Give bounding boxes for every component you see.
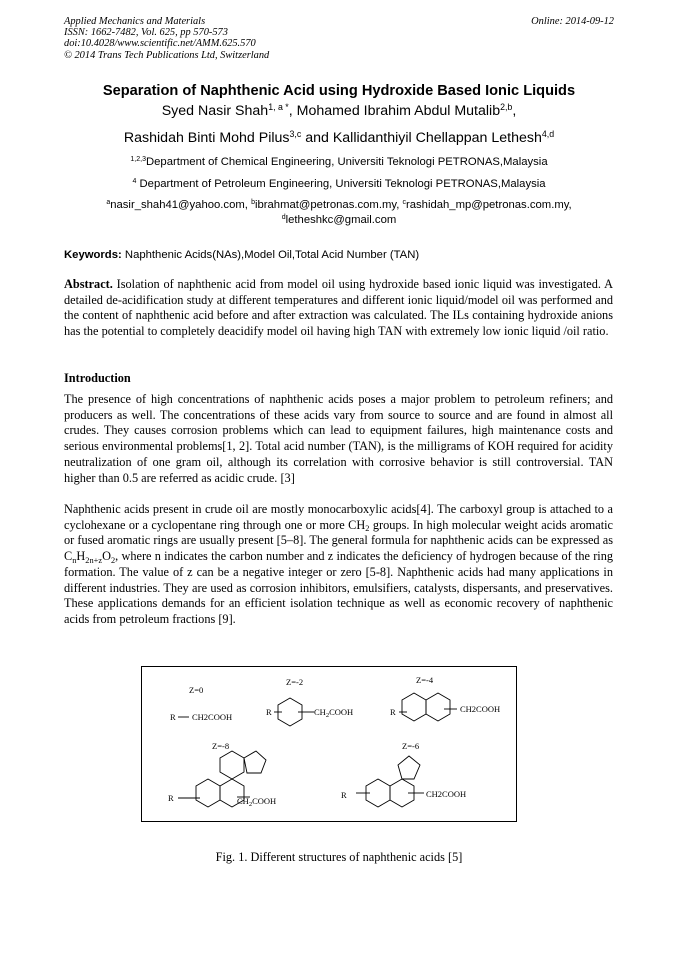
- acid-group-label: CH2COOH: [192, 712, 233, 722]
- affiliation-1: [0, 156, 678, 168]
- email-superscript: d: [281, 214, 286, 222]
- emails-line-1: [0, 199, 678, 211]
- cyclohexane-ring: [196, 779, 220, 807]
- z6-label: Z=-6: [402, 741, 420, 751]
- journal-name: Applied Mechanics and Materials: [64, 16, 206, 27]
- email-superscript: c: [402, 199, 406, 207]
- formula-text: O: [102, 549, 111, 564]
- affiliation-2: [0, 178, 678, 190]
- acid-group-label: CH2COOH: [460, 704, 501, 714]
- affiliation-superscript: 4: [132, 178, 137, 186]
- subscript: n: [72, 555, 77, 565]
- author-superscript: 2,b: [500, 102, 513, 113]
- cyclopentane-ring: [398, 756, 420, 779]
- section-heading: Introduction: [64, 371, 131, 385]
- journal-header: [64, 16, 269, 61]
- abstract: [64, 277, 613, 340]
- copyright-line: © 2014 Trans Tech Publications Ltd, Switzerland: [64, 49, 270, 61]
- r-group-label: R: [390, 707, 396, 717]
- keywords-text: Naphthenic Acids(NAs),Model Oil,Total Acid Number (TAN): [121, 249, 420, 261]
- author-separator: ,: [512, 103, 517, 119]
- paragraph-text: groups. In high molecular weight acids aromatic or fused aromatic rings are usually present [5–8]. The general formula for naphthenic acids can be expressed as C: [64, 517, 614, 564]
- author-superscript: 3,c: [289, 129, 302, 140]
- r-group-label: R: [168, 793, 174, 803]
- author-name: Kallidanthiyil Chellappan Lethesh: [332, 130, 542, 146]
- keywords-label: Keywords:: [64, 249, 122, 261]
- affiliation-text: Department of Chemical Engineering, Universiti Teknologi PETRONAS,Malaysia: [145, 156, 548, 168]
- subscript: 2: [365, 524, 370, 534]
- intro-paragraph-1: The presence of high concentrations of naphthenic acids poses a major problem to petroleum refiners; and producers as well. The concentrations of these acids vary from source to source and are found in almost all crudes. They causes corrosion problems which can lead to equipment failures, high maintenance costs and serious environmental problems[1, 2]. Total acid number (TAN), is the milligrams of KOH required for acidity neutralization of one gram oil, although its correlation with corrosive behavior is still controversial. TAN higher than 0.5 are referred as acidic crude. [3]: [64, 392, 613, 485]
- r-group-label: R: [341, 790, 347, 800]
- email-address: ibrahmat@petronas.com.my,: [254, 199, 403, 211]
- abstract-text: Isolation of naphthenic acid from model oil using hydroxide based ionic liquid was investigated. A detailed de-acidification study at different temperatures and different ionic liquid/model oil was performed and the content of naphthenic acid before and after extraction was calculated. The ILs containing hydroxide anions has the potential to completely deacidify model oil having high TAN with extremely low ionic liquid /oil ratio.: [64, 277, 613, 339]
- author-name: Rashidah Binti Mohd Pilus: [123, 130, 290, 146]
- z8-label: Z=-8: [212, 741, 230, 751]
- formula-part: CH: [237, 796, 249, 806]
- cyclopentane-ring: [244, 751, 266, 773]
- structures-diagram: [142, 667, 518, 823]
- author-separator: and: [301, 130, 333, 146]
- cyclohexane-ring: [426, 693, 450, 721]
- affiliation-text: Department of Petroleum Engineering, Universiti Teknologi PETRONAS,Malaysia: [136, 178, 546, 190]
- formula-subscript: 2: [248, 801, 253, 808]
- author-name: Mohamed Ibrahim Abdul Mutalib: [296, 103, 501, 119]
- affiliation-superscript: 1,2,3: [130, 156, 146, 164]
- acid-group-label: [237, 796, 276, 808]
- email-address: letheshkc@gmail.com: [285, 214, 397, 226]
- cyclohexane-ring: [220, 751, 244, 779]
- subscript: 2n+z: [85, 555, 103, 565]
- z2-label: Z=-2: [286, 677, 304, 687]
- formula-part: COOH: [329, 707, 354, 717]
- email-address: rashidah_mp@petronas.com.my,: [405, 199, 572, 211]
- authors-line-1: [0, 103, 678, 119]
- email-superscript: b: [251, 199, 255, 207]
- z4-label: Z=-4: [416, 675, 434, 685]
- z0-label: Z=0: [189, 685, 204, 695]
- formula-part: COOH: [252, 796, 277, 806]
- formula-part: CH: [314, 707, 326, 717]
- cyclohexane-ring: [402, 693, 426, 721]
- paragraph-text: Naphthenic acids present in crude oil are mostly monocarboxylic acids[4]. The carboxyl group is attached to a cyclohexane or a cyclopentane ring through one or more CH: [64, 502, 613, 532]
- author-name: Syed Nasir Shah: [161, 103, 269, 119]
- acid-group-label: CH2COOH: [426, 789, 467, 799]
- email-address: nasir_shah41@yahoo.com,: [110, 199, 252, 211]
- paper-title: Separation of Naphthenic Acid using Hydroxide Based Ionic Liquids: [102, 83, 576, 99]
- author-superscript: 4,d: [541, 129, 555, 140]
- subscript: 2: [110, 555, 116, 565]
- acid-group-label: [314, 707, 353, 719]
- abstract-label: Abstract.: [64, 277, 113, 291]
- online-date: Online: 2014-09-12: [531, 16, 614, 27]
- r-group-label: R: [266, 707, 272, 717]
- keywords: [64, 249, 419, 261]
- doi-line: doi:10.4028/www.scientific.net/AMM.625.570: [64, 38, 256, 50]
- r-group-label: R: [170, 712, 176, 722]
- author-separator: ,: [288, 103, 297, 119]
- formula-text: H: [76, 549, 86, 564]
- authors-line-2: [0, 130, 678, 146]
- author-superscript: 1, a *: [268, 102, 289, 113]
- issn-line: ISSN: 1662-7482, Vol. 625, pp 570-573: [64, 27, 228, 39]
- emails-line-2: [0, 214, 678, 226]
- email-superscript: a: [106, 199, 111, 207]
- intro-paragraph-2: [64, 502, 613, 628]
- figure-naphthenic-structures: [141, 666, 517, 822]
- figure-caption: Fig. 1. Different structures of naphthenic acids [5]: [215, 850, 463, 864]
- formula-subscript: 2: [325, 712, 330, 719]
- paragraph-text: , where n indicates the carbon number and z indicates the deficiency of hydrogen because of the ring formation. The value of z can be a negative integer or zero [5-8]. Naphthenic acids had many applications in different industries. They are used as corrosion inhibitors, emulsifiers, catalysts, dispersants, and preservatives. These applications demands for an efficient isolation technique as well as economic recovery of naphthenic acids from petroleum fractions [9].: [64, 549, 613, 626]
